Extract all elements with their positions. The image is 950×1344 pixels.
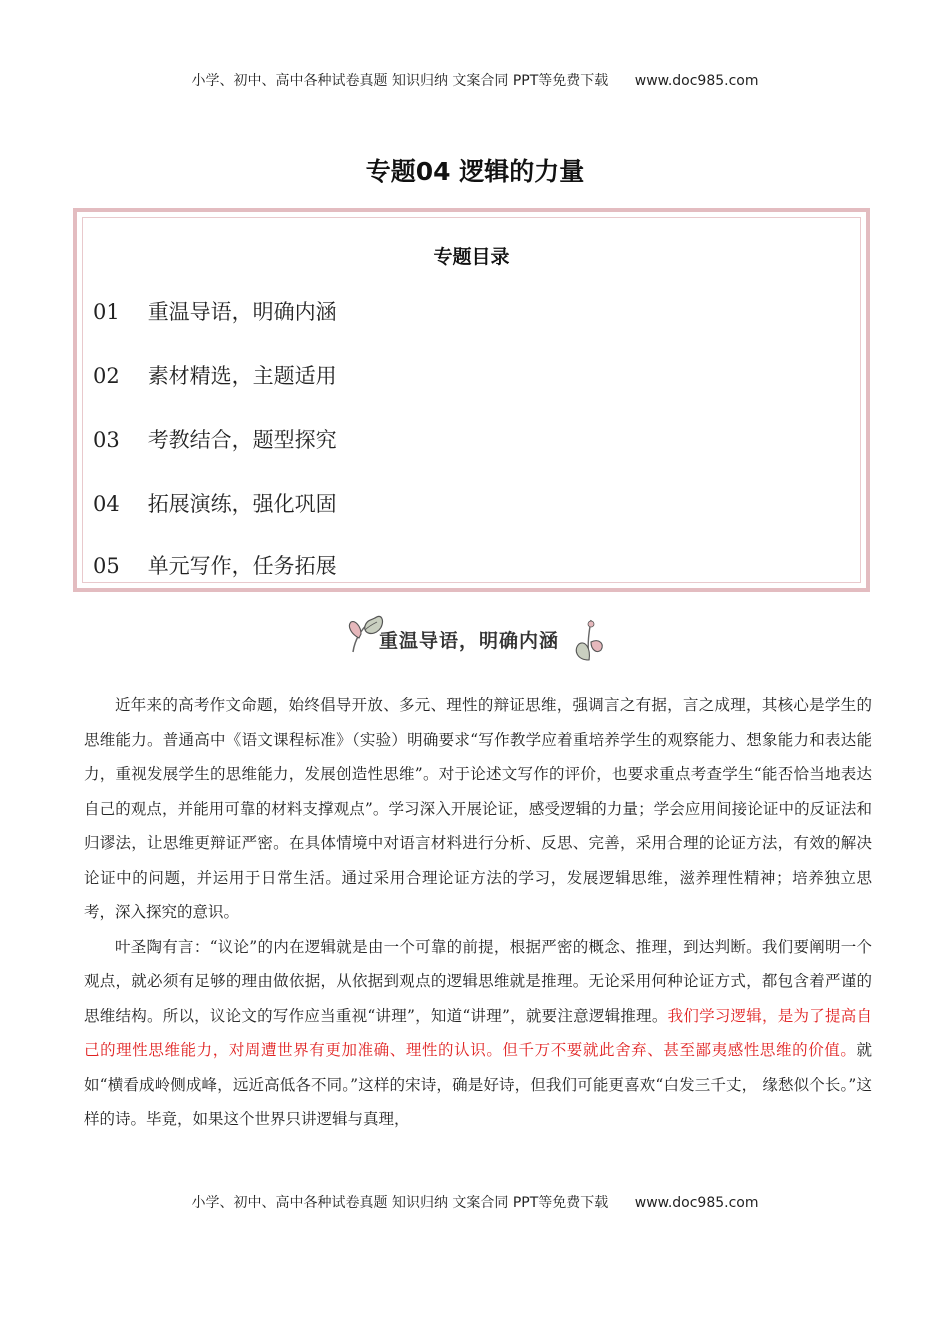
toc-item-03 <box>93 424 337 454</box>
toc-item-02 <box>93 360 337 390</box>
paragraph-2 <box>84 930 872 1137</box>
header-text: 小学、初中、高中各种试卷真题 知识归纳 文案合同 PPT等免费下载 <box>191 73 609 89</box>
section-banner <box>345 606 607 668</box>
toc-item-num: 04 <box>93 492 120 516</box>
toc-item-num: 01 <box>93 300 120 324</box>
toc-item-text: 单元写作，任务拓展 <box>147 554 337 578</box>
page-footer <box>0 1192 950 1212</box>
leaf-right-icon <box>571 618 607 664</box>
header-site[interactable]: www.doc985.com <box>634 73 759 89</box>
footer-site[interactable]: www.doc985.com <box>634 1195 759 1211</box>
toc-item-04 <box>93 488 337 518</box>
paragraph-1: 近年来的高考作文命题，始终倡导开放、多元、理性的辩证思维，强调言之有据，言之成理，其核心是学生的思维能力。普通高中《语文课程标准》（实验）明确要求“写作教学应着重培养学生的观察能力、想象能力和表达能力，重视发展学生的思维能力，发展创造性思维”。对于论述文写作的评价，也要求重点考查学生“能否恰当地表达自己的观点，并能用可靠的材料支撑观点”。学习深入开展论证，感受逻辑的力量；学会应用间接论证中的反证法和归谬法，让思维更辩证严密。在具体情境中对语言材料进行分析、反思、完善，采用合理的论证方法，有效的解决论证中的问题，并运用于日常生活。通过采用合理论证方法的学习，发展逻辑思维，滋养理性精神；培养独立思考，深入探究的意识。 <box>84 696 872 921</box>
toc-item-01 <box>93 296 337 326</box>
toc-item-text: 重温导语，明确内涵 <box>147 300 337 324</box>
toc-item-text: 素材精选，主题适用 <box>147 364 337 388</box>
toc-item-num: 05 <box>93 554 120 578</box>
paragraph-2-part-a: 叶圣陶有言：“议论”的内在逻辑就是由一个可靠的前提，根据严密的概念、推理，到达判断。我们要阐明一个观点，就必须有足够的理由做依据，从依据到观点的逻辑思维就是推理。无论采用何种论证方式，都包含着严谨的思维结构。所以，议论文的写作应当重视“讲理”，知道“讲理”，就要注意逻辑推理。 <box>84 937 872 1025</box>
toc-box <box>73 208 870 592</box>
page-title: 专题04 逻辑的力量 <box>365 157 585 186</box>
toc-item-05 <box>93 550 337 580</box>
paragraph-2-highlight: 我们学习逻辑，是为了提高自己的理性思维能力，对周遭世界有更加准确、理性的认识。但千万不要就此舍弃、甚至鄙夷感性思维的价值。 <box>84 1006 872 1059</box>
toc-box-inner-border <box>82 217 861 583</box>
section-banner-label: 重温导语，明确内涵 <box>379 630 560 652</box>
paragraph-2-part-b: 就如“横看成岭侧成峰，远近高低各不同。”这样的宋诗，确是好诗，但我们可能更喜欢“白发三千丈， 缘愁似个长。”这样的诗。毕竟，如果这个世界只讲逻辑与真理， <box>84 1041 872 1128</box>
toc-item-num: 03 <box>93 428 120 452</box>
toc-item-text: 考教结合，题型探究 <box>147 428 337 452</box>
footer-text: 小学、初中、高中各种试卷真题 知识归纳 文案合同 PPT等免费下载 <box>191 1195 609 1211</box>
page-header <box>0 70 950 90</box>
toc-item-num: 02 <box>93 364 120 388</box>
toc-item-text: 拓展演练，强化巩固 <box>147 492 337 516</box>
body-text <box>84 688 872 1137</box>
toc-heading: 专题目录 <box>433 246 510 268</box>
